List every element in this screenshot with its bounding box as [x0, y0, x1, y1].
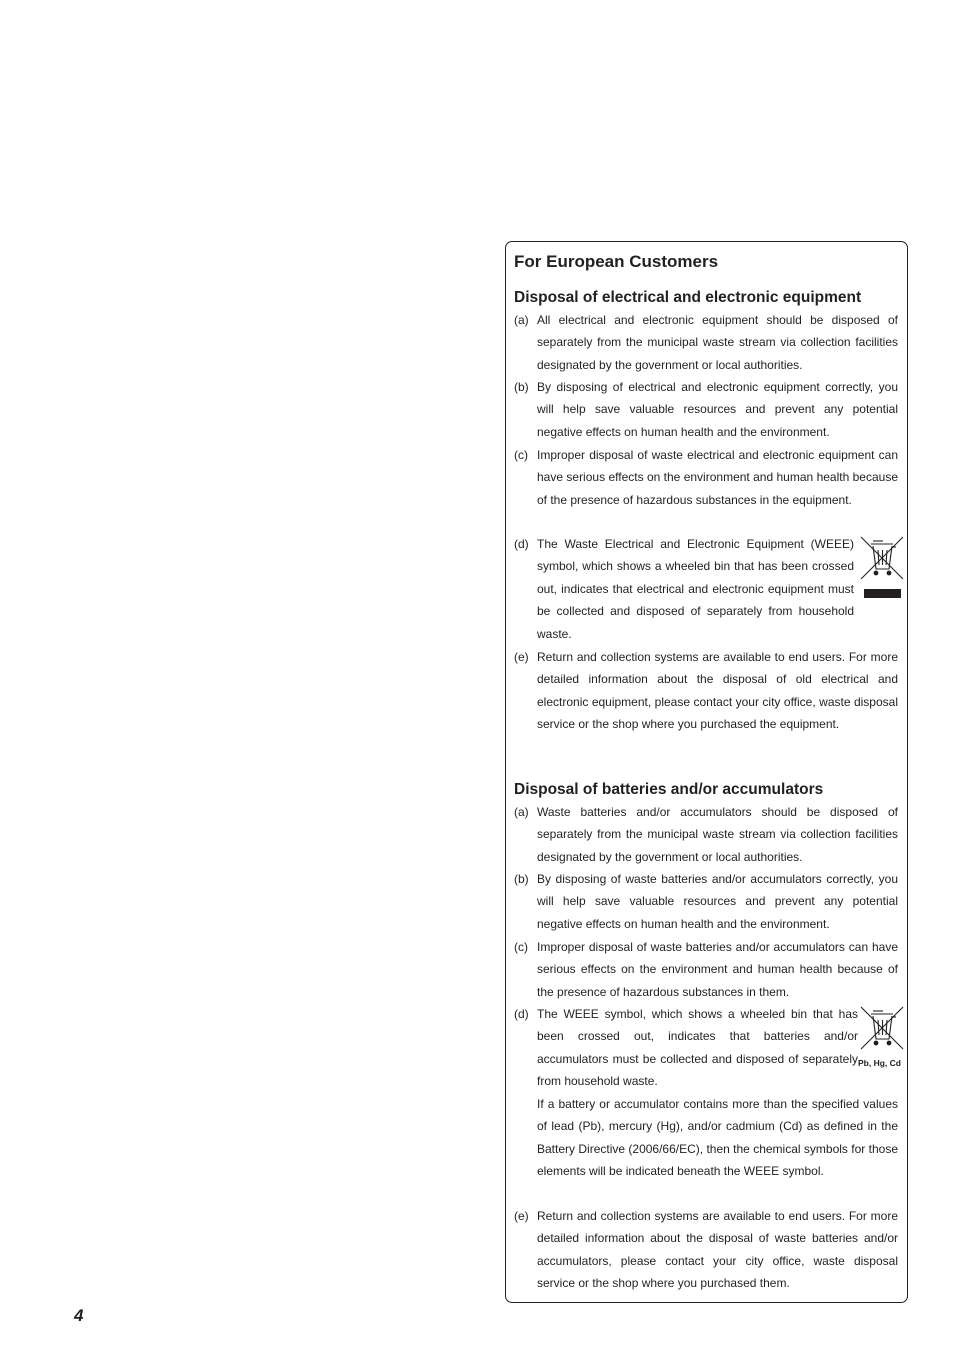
list-item-text: The Waste Electrical and Electronic Equipment (WEEE) symbol, which shows a wheeled bin that has been crossed out, indicates that electrical and electronic equipment must be collected and disposed of separately from household waste. [537, 537, 854, 641]
list-item-label: (b) [514, 872, 529, 886]
list-item-label: (d) [514, 537, 529, 551]
list-item-electrical-c [514, 444, 898, 511]
list-item-electrical-d [514, 533, 898, 645]
list-item-text: Waste batteries and/or accumulators should be disposed of separately from the municipal waste stream via collection facilities designated by the government or local authorities. [537, 805, 898, 864]
list-item-label: (e) [514, 1209, 529, 1223]
list-item-text: The WEEE symbol, which shows a wheeled bin that has been crossed out, indicates that batteries and/or accumulators must be collected and disposed of separately from household waste. [537, 1007, 858, 1089]
section-heading-batteries: Disposal of batteries and/or accumulators [514, 781, 824, 798]
list-item-text: Improper disposal of waste electrical and electronic equipment can have serious effects on the environment and human health because of the presence of hazardous substances in the equipment. [537, 448, 898, 507]
list-item-label: (e) [514, 650, 529, 664]
list-item-batteries-b [514, 868, 898, 935]
notice-title: For European Customers [514, 252, 719, 271]
list-item-batteries-d [514, 1003, 898, 1093]
chemical-symbols-caption: Pb, Hg, Cd [858, 1058, 901, 1068]
page-number: 4 [74, 1306, 84, 1325]
list-item-batteries-c [514, 936, 898, 1003]
list-item-label: (a) [514, 313, 529, 327]
list-item-label: (d) [514, 1007, 529, 1021]
list-item-batteries-a [514, 801, 898, 868]
list-item-label: (a) [514, 805, 529, 819]
list-item-text: Return and collection systems are available to end users. For more detailed information about the disposal of old electrical and electronic equipment, please contact your city office, waste disposal service or the shop where you purchased the equipment. [537, 650, 898, 732]
battery-chemical-symbols-paragraph: If a battery or accumulator contains more than the specified values of lead (Pb), mercury (Hg), and/or cadmium (Cd) as defined in the Battery Directive (2006/66/EC), then the chemical symbols for those elements will be indicated beneath the WEEE symbol. [537, 1097, 898, 1179]
weee-crossed-bin-icon [859, 535, 905, 604]
list-item-electrical-e [514, 646, 898, 736]
list-item-electrical-b [514, 376, 898, 443]
list-item-text: Return and collection systems are available to end users. For more detailed information about the disposal of waste batteries and/or accumulators, please contact your city office, waste disposal service or the shop where you purchased them. [537, 1209, 898, 1291]
list-item-electrical-a [514, 309, 898, 376]
list-item-text: By disposing of waste batteries and/or accumulators correctly, you will help save valuable resources and prevent any potential negative effects on human health and the environment. [537, 872, 898, 931]
list-item-batteries-e [514, 1205, 898, 1295]
list-item-label: (c) [514, 448, 528, 462]
list-item-text: All electrical and electronic equipment should be disposed of separately from the municipal waste stream via collection facilities designated by the government or local authorities. [537, 313, 898, 372]
section-heading-electrical: Disposal of electrical and electronic equipment [514, 289, 862, 306]
weee-battery-crossed-bin-icon [859, 1005, 905, 1058]
list-item-text: By disposing of electrical and electronic equipment correctly, you will help save valuable resources and prevent any potential negative effects on human health and the environment. [537, 380, 898, 439]
list-item-label: (c) [514, 940, 528, 954]
list-item-text: Improper disposal of waste batteries and/or accumulators can have serious effects on the environment and human health because of the presence of hazardous substances in them. [537, 940, 898, 999]
list-item-label: (b) [514, 380, 529, 394]
